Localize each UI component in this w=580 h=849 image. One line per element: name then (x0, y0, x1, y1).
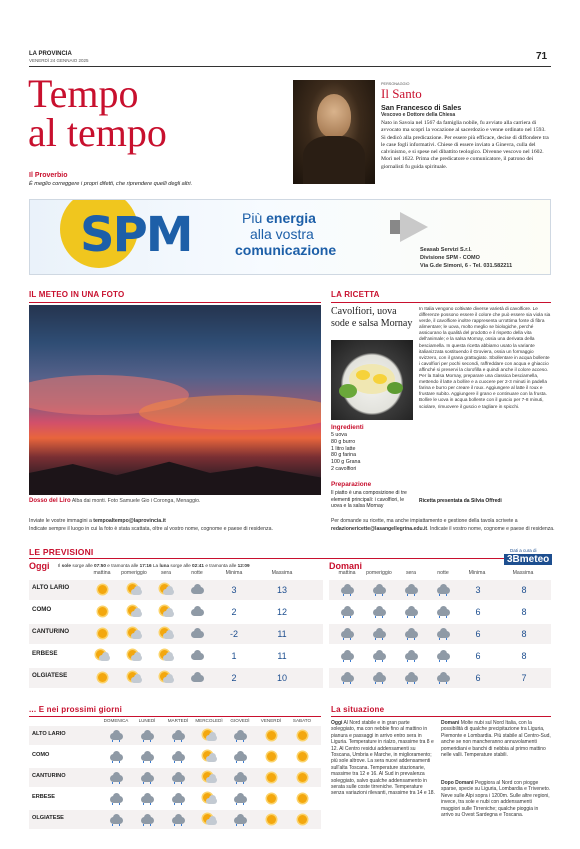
rain-icon (140, 730, 154, 741)
today-col-header: sera (160, 570, 172, 576)
situation-tomorrow (441, 720, 551, 758)
cloudy-icon (190, 672, 204, 683)
ingredient-item: 100 g Grana (331, 459, 361, 466)
sm-text: e tramonta alle (204, 563, 238, 568)
partly-cloudy-icon (127, 672, 141, 683)
sm-text: Il (58, 563, 62, 568)
rain-icon (340, 606, 354, 617)
cloudy-icon (190, 606, 204, 617)
rain-icon (340, 650, 354, 661)
rain-icon (340, 672, 354, 683)
photo-invite-line2: Indicate sempre il luogo in cui la foto è stata scattata, oltre al vostro nome, cognome e paese di residenza. (29, 526, 273, 532)
sun-icon (295, 730, 309, 741)
ad-line1b: energia (266, 210, 316, 226)
situation-today-label: Oggi (331, 720, 343, 726)
moon-set-time: 12:09 (237, 563, 250, 568)
ingredient-item: 80 g farina (331, 452, 357, 459)
partly-cloudy-icon (127, 606, 141, 617)
tomorrow-min: 6 (475, 673, 481, 683)
rain-icon (140, 793, 154, 804)
rain-icon (109, 772, 123, 783)
tomorrow-max: 8 (521, 585, 527, 595)
tomorrow-col-header: mattina (338, 570, 356, 576)
situation-after-text: Peggiora al Nord con piogge sparse, specie su Liguria, Lombardia e Triveneto. Neve sulle Alpi sopra i 1200m. Sulle altre regioni, invece, tra sole e nubi con addensamenti maggiori sulle Tirreniche; qualche pioggia in arrivo su Ovest Sardegna e Toscana. (441, 780, 551, 819)
rain-icon (404, 628, 418, 639)
prep-heading: Preparazione (331, 481, 372, 488)
photo-invite-text: Inviate le vostre immagini a (29, 518, 94, 524)
ingredients-heading: Ingredienti (331, 424, 364, 431)
ingredient-item: 5 uova (331, 432, 347, 438)
moon-rise-time: 02:41 (192, 563, 205, 568)
rain-icon (171, 772, 185, 783)
paper-name: LA PROVINCIA (29, 51, 72, 57)
partly-cloudy-icon (159, 650, 173, 661)
ad-line1a: Più (242, 210, 267, 226)
sun-icon (295, 793, 309, 804)
sun-icon (264, 730, 278, 741)
rain-icon (140, 814, 154, 825)
recipe-body: In Italia vengono coltivate diverse varietà di cavolfiore. Le differenze possono essere il colore che può essere sia viola sia verde, il cavolfiore inoltre rappresenta un'ottima fonte di fibra alimentare; le uova, molto meglio se biologiche, perché assicurano la qualità del prodotto e il rispetto della vita dell'animale; e la salsa Mornay, ossia una derivata della besciamella. In questa ricetta abbiamo usato la variante italianizzata sostituendo il Groviera, ossia un formaggio svizzero, con il grana grattugiato. Sbollentare in acqua bollente i cavolfiori per pochi secondi, raffreddare con acqua e ghiaccio affinché si preservi la clorofilla e quindi anche il colore acceso. Per la Salsa Mornay, preparare una classica besciamella, mettendo il latte a bollire e a cuocere per 2-3 minuti in padella farina e burro per creare il roux. Aggiungere al latte il roux e frustare subito. Aggiungere il grano e continuare con la frusta. Bollire le uova in acqua bollente con il guscio per 7-8 minuti, sciolare, rimuovere il guscio e tagliare in spicchi. (419, 306, 551, 409)
ingredient-item: 2 cavolfiori (331, 465, 357, 472)
tomorrow-min: 6 (475, 607, 481, 617)
today-min: -2 (229, 629, 238, 639)
rain-icon (109, 814, 123, 825)
rain-icon (436, 584, 450, 595)
partly-cloudy-icon (202, 730, 216, 741)
prep-text: Il piatto è una composizione di tre elementi principali: i cavolfiori, le uova e la salsa Mornay (331, 490, 407, 510)
recipe-rule (331, 302, 551, 303)
rain-icon (109, 730, 123, 741)
photo-invite-line1 (29, 518, 166, 524)
recipe-credit: Ricetta presentata da Silvia Offredi (419, 498, 502, 504)
rain-icon (436, 606, 450, 617)
rain-icon (233, 793, 247, 804)
proverb-heading: Il Proverbio (29, 172, 68, 179)
rain-icon (404, 606, 418, 617)
rain-icon (171, 814, 185, 825)
rain-icon (436, 628, 450, 639)
today-min: 3 (231, 585, 237, 595)
megaphone-icon (390, 212, 430, 242)
tomorrow-col-header: Massima (512, 570, 534, 576)
saint-portrait (293, 80, 375, 184)
sun-icon (295, 751, 309, 762)
situation-section-title: La situazione (331, 705, 385, 714)
rain-icon (171, 751, 185, 762)
rain-icon (233, 772, 247, 783)
rain-icon (404, 650, 418, 661)
sm-sun: sole (61, 563, 72, 568)
saint-kicker: PERSONAGGIO (381, 82, 410, 86)
nextdays-row-place: COMO (32, 752, 50, 758)
ad-line2: alla vostra (250, 226, 314, 242)
saint-heading: Il Santo (381, 86, 422, 101)
photo-invite-email[interactable]: tempoaltempo@laprovincia.it (93, 518, 166, 524)
nextdays-row-place: ALTO LARIO (32, 731, 66, 737)
today-min: 2 (231, 607, 237, 617)
sun-icon (95, 606, 109, 617)
issue-date: VENERDÌ 24 GENNAIO 2025 (29, 58, 89, 63)
sm-text: sorge alle (169, 563, 193, 568)
rain-icon (109, 751, 123, 762)
situation-tomorrow-label: Domani (441, 720, 460, 726)
tomorrow-min: 6 (475, 629, 481, 639)
partly-cloudy-icon (159, 628, 173, 639)
recipe-email[interactable]: redazionericette@lasangellegrina.edu.it (331, 526, 428, 532)
situation-tomorrow-text: Molte nubi sul Nord Italia, con la possibilità di qualche precipitazione tra Liguria, Piemonte e Lombardia. Più stabile al Centro-Sud, anche se non mancheranno annuvolamenti pomeridiani e banchi di nebbia al primo mattino nelle valli. Temperature stabili. (441, 720, 551, 759)
nextdays-row-place: CANTURINO (32, 773, 66, 779)
tomorrow-label: Domani (329, 561, 363, 571)
partly-cloudy-icon (202, 772, 216, 783)
recipe-section-title: LA RICETTA (331, 290, 380, 299)
saint-name: San Francesco di Sales (381, 103, 462, 112)
situation-after-label: Dopo Domani (441, 780, 474, 786)
today-col-header: pomeriggio (121, 570, 147, 576)
rain-icon (372, 628, 386, 639)
situation-today (331, 720, 435, 797)
rain-icon (140, 772, 154, 783)
rain-icon (233, 751, 247, 762)
today-col-header: Minima (225, 570, 243, 576)
saint-body: Nato in Savoia nel 1567 da famiglia nobile, fu avviato alla carriera di avvocato ma scoprì la vocazione al sacerdozio e venne ordinato nel 1593. Si dedicò alla predicazione. Per essere più efficace, decise di diffondere tra le case fogli informativi. Chiese di essere inviato a Ginevra, culla del calvinismo, e si spese nel dibattito teologico. Divenne vescovo nel 1602. Morì nel 1622. Prima che predicatore e comunicatore, il patrono dei giornalisti fu guida spirituale. (381, 120, 549, 170)
today-row-place: COMO (32, 606, 52, 613)
nextdays-day-header: MARTEDÌ (167, 718, 189, 723)
nextdays-section-title: ... E nei prossimi giorni (29, 705, 123, 714)
tomorrow-max: 7 (521, 673, 527, 683)
tomorrow-col-header: notte (437, 570, 449, 576)
nextdays-day-header: LUNEDÌ (138, 718, 156, 723)
situation-rule (331, 716, 551, 717)
today-row-place: ERBESE (32, 650, 58, 657)
sun-rise-time: 07:50 (93, 563, 106, 568)
forecast-rule (29, 558, 551, 559)
partly-cloudy-icon (202, 751, 216, 762)
rain-icon (436, 672, 450, 683)
nextdays-day-header: VENERDÌ (260, 718, 282, 723)
saint-role: Vescovo e Dottore della Chiesa (381, 112, 456, 118)
partly-cloudy-icon (127, 628, 141, 639)
today-max: 10 (276, 673, 287, 683)
photo-caption (29, 498, 321, 504)
rain-icon (109, 793, 123, 804)
today-min: 2 (231, 673, 237, 683)
today-row-place: ALTO LARIO (32, 584, 70, 591)
partly-cloudy-icon (159, 606, 173, 617)
ad-line1 (242, 210, 316, 226)
page-number: 71 (536, 51, 548, 62)
today-max: 13 (276, 585, 287, 595)
ad-company: Seasab Servizi S.r.l. (420, 247, 472, 253)
ad-logo: SPM (80, 207, 192, 263)
rain-icon (404, 584, 418, 595)
today-row-place: CANTURINO (32, 628, 70, 635)
sun-icon (295, 814, 309, 825)
nextdays-table (29, 718, 321, 838)
sun-icon (95, 584, 109, 595)
photo-caption-text: Alba dai monti. Foto Samuele Gio i Coronga, Menaggio. (71, 498, 201, 504)
forecast-section-title: LE PREVISIONI (29, 547, 94, 557)
recipe-photo (331, 340, 413, 420)
sun-icon (95, 628, 109, 639)
sun-set-time: 17:16 (139, 563, 152, 568)
nextdays-rule (29, 716, 321, 717)
situation-today-text: Al Nord stabile e in gran parte soleggiato, ma con nebbie fino al mattino in pianura e passaggi in arrivo entro sera in Liguria. Temperature in rialzo, massime tra 8 e 12. Al Centro residui addensamenti su Toscana, Umbria e Marche, in miglioramento; più sole altrove. La sera nuovi addensamenti sull'alta Toscana. Temperature stazionarie, massime tra 12 e 16. Al Sud in prevalenza soleggiato, salvo qualche addensamento in serata sulle coste tirreniche. Temperature senza variazioni rilevanti, massime tra 14 e 18. (331, 720, 435, 797)
rain-icon (171, 730, 185, 741)
today-max: 11 (277, 651, 287, 661)
rain-icon (372, 650, 386, 661)
ad-division: Divisione SPM - COMO (420, 255, 480, 261)
page-title-line1: Tempo (28, 71, 139, 116)
today-max: 12 (276, 607, 287, 617)
recipe-footer2 (331, 526, 555, 532)
data-credit-logo: 3Bmeteo (504, 554, 552, 565)
rain-icon (436, 650, 450, 661)
partly-cloudy-icon (202, 814, 216, 825)
tomorrow-max: 8 (521, 607, 527, 617)
tomorrow-col-header: pomeriggio (366, 570, 392, 576)
weather-photo (29, 305, 321, 495)
sun-icon (264, 751, 278, 762)
today-min: 1 (231, 651, 237, 661)
today-forecast-table (29, 568, 323, 693)
rain-icon (233, 814, 247, 825)
ingredient-item: 80 g burro (331, 438, 356, 445)
partly-cloudy-icon (127, 584, 141, 595)
nextdays-day-header: MERCOLEDÌ (195, 718, 223, 723)
sun-icon (264, 772, 278, 783)
rain-icon (340, 584, 354, 595)
cloudy-icon (190, 584, 204, 595)
rain-icon (140, 751, 154, 762)
sun-icon (264, 814, 278, 825)
tomorrow-min: 6 (475, 651, 481, 661)
rain-icon (372, 584, 386, 595)
data-credit-small: Dati a cura di (510, 548, 537, 553)
photo-section-title: IL METEO IN UNA FOTO (29, 290, 125, 299)
recipe-footer1: Per domande su ricette, ma anche impiattamento e gestione della tavola scrivete a (331, 518, 518, 524)
today-col-header: Massima (271, 570, 293, 576)
recipe-footer2-text: . Indicate il vostro nome, cognome e paese di residenza. (427, 526, 555, 532)
sm-moon: luna (159, 563, 170, 568)
cloudy-icon (190, 628, 204, 639)
rain-icon (340, 628, 354, 639)
nextdays-row-place: ERBESE (32, 794, 56, 800)
sm-text: e tramonta alle (105, 563, 140, 568)
today-col-header: mattina (93, 570, 111, 576)
partly-cloudy-icon (159, 672, 173, 683)
proverb-text: È meglio correggere i propri difetti, che riprendere quelli degli altri. (29, 181, 193, 187)
sun-icon (95, 672, 109, 683)
tomorrow-max: 8 (521, 629, 527, 639)
tomorrow-col-header: Minima (468, 570, 486, 576)
today-label: Oggi (29, 561, 50, 571)
today-max: 11 (277, 629, 287, 639)
rain-icon (233, 730, 247, 741)
ad-address: Via G.de Simoni, 6 - Tel. 031.582211 (420, 263, 513, 269)
tomorrow-col-header: sera (405, 570, 417, 576)
sun-icon (295, 772, 309, 783)
ingredient-item: 1 litro latte (331, 445, 356, 452)
nextdays-day-header: SABATO (292, 718, 312, 723)
partly-cloudy-icon (159, 584, 173, 595)
partly-cloudy-icon (202, 793, 216, 804)
sm-text: sorge alle (71, 563, 94, 568)
partly-cloudy-icon (127, 650, 141, 661)
nextdays-row-place: OLGIATESE (32, 815, 64, 821)
ad-banner[interactable] (29, 199, 551, 275)
masthead-rule (29, 66, 551, 67)
rain-icon (404, 672, 418, 683)
rain-icon (372, 672, 386, 683)
photo-rule (29, 302, 321, 303)
nextdays-day-header: DOMENICA (103, 718, 129, 723)
ad-line3: comunicazione (235, 242, 337, 258)
ingredients-list (331, 432, 360, 473)
nextdays-day-header: GIOVEDÌ (230, 718, 250, 723)
rain-icon (171, 793, 185, 804)
today-row-place: OLGIATESE (32, 672, 68, 679)
partly-cloudy-icon (95, 650, 109, 661)
situation-after (441, 780, 551, 818)
tomorrow-forecast-table (329, 568, 551, 693)
page-title-line2: al tempo (28, 110, 167, 155)
photo-caption-place: Dosso del Liro (29, 498, 71, 504)
sun-icon (264, 793, 278, 804)
tomorrow-min: 3 (475, 585, 481, 595)
recipe-title: Cavolfiori, uova sode e salsa Mornay (331, 306, 413, 329)
sm-text: La (151, 563, 160, 568)
cloudy-icon (190, 650, 204, 661)
rain-icon (372, 606, 386, 617)
tomorrow-max: 8 (521, 651, 527, 661)
today-col-header: notte (191, 570, 203, 576)
